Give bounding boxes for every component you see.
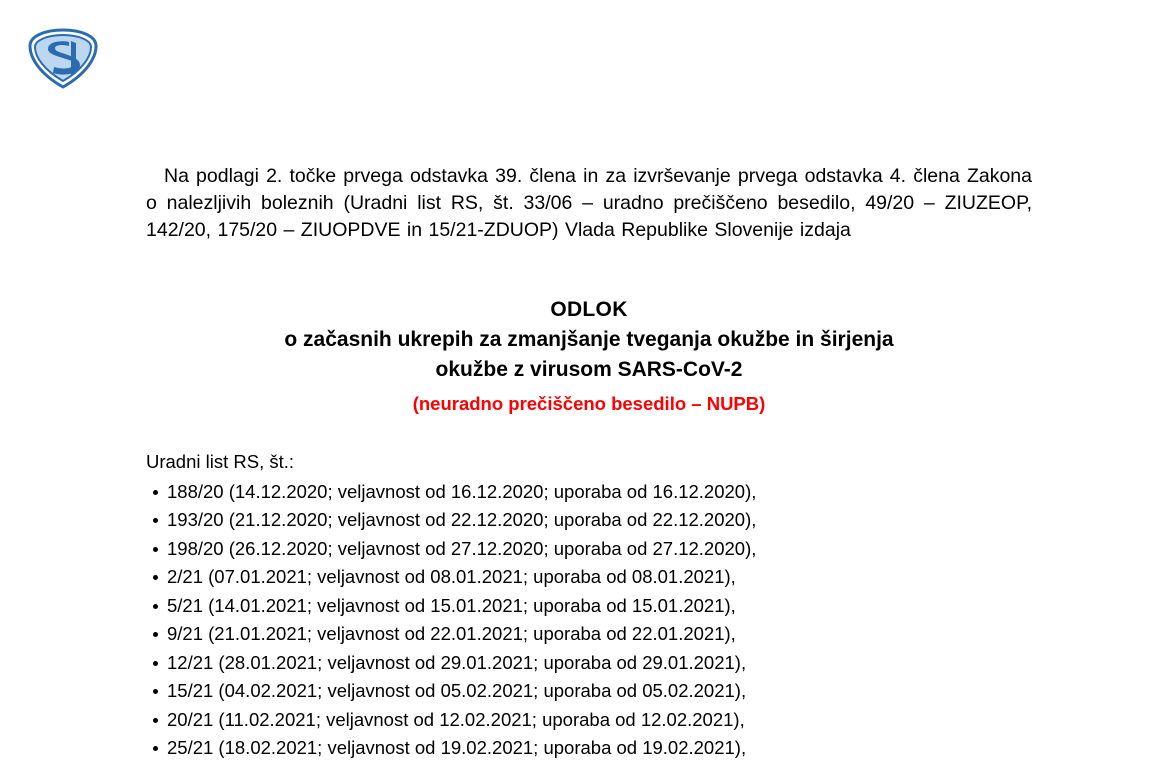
list-item: 20/21 (11.02.2021; veljavnost od 12.02.2021; uporaba od 12.02.2021), bbox=[146, 706, 1046, 735]
list-item: 9/21 (21.01.2021; veljavnost od 22.01.2021; uporaba od 22.01.2021), bbox=[146, 620, 1046, 649]
source-section bbox=[146, 448, 1046, 763]
list-item: 12/21 (28.01.2021; veljavnost od 29.01.2021; uporaba od 29.01.2021), bbox=[146, 649, 1046, 678]
list-item: 198/20 (26.12.2020; veljavnost od 27.12.2020; uporaba od 27.12.2020), bbox=[146, 535, 1046, 564]
page-title: ODLOK bbox=[550, 298, 628, 321]
source-label: Uradni list RS, št.: bbox=[146, 451, 295, 472]
list-item: 5/21 (14.01.2021; veljavnost od 15.01.2021; uporaba od 15.01.2021), bbox=[146, 592, 1046, 621]
subtitle-line-2: okužbe z virusom SARS-CoV-2 bbox=[435, 358, 743, 381]
list-item: 188/20 (14.12.2020; veljavnost od 16.12.2020; uporaba od 16.12.2020), bbox=[146, 478, 1046, 507]
intro-paragraph: Na podlagi 2. točke prvega odstavka 39. člena in za izvrševanje prvega odstavka 4. člena Zakona o nalezljivih boleznih (Uradni list RS, št. 33/06 – uradno prečiščeno besedilo, 49/20 – ZIUZEOP, 142/20, 175/20 – ZIUOPDVE in 15/21-ZDUOP) Vlada Republike Slovenije izdaja bbox=[146, 165, 1032, 241]
list-item: 193/20 (21.12.2020; veljavnost od 22.12.2020; uporaba od 22.12.2020), bbox=[146, 506, 1046, 535]
sd-shield-logo-icon bbox=[24, 28, 102, 90]
issue-list bbox=[146, 478, 1046, 763]
list-item: 25/21 (18.02.2021; veljavnost od 19.02.2021; uporaba od 19.02.2021), bbox=[146, 734, 1046, 763]
subtitle-line-1: o začasnih ukrepih za zmanjšanje tveganja okužbe in širjenja bbox=[284, 328, 894, 351]
title-block bbox=[146, 295, 1032, 419]
list-item: 15/21 (04.02.2021; veljavnost od 05.02.2021; uporaba od 05.02.2021), bbox=[146, 677, 1046, 706]
list-item: 2/21 (07.01.2021; veljavnost od 08.01.2021; uporaba od 08.01.2021), bbox=[146, 563, 1046, 592]
unofficial-consolidated-note: (neuradno prečiščeno besedilo – NUPB) bbox=[412, 393, 766, 414]
